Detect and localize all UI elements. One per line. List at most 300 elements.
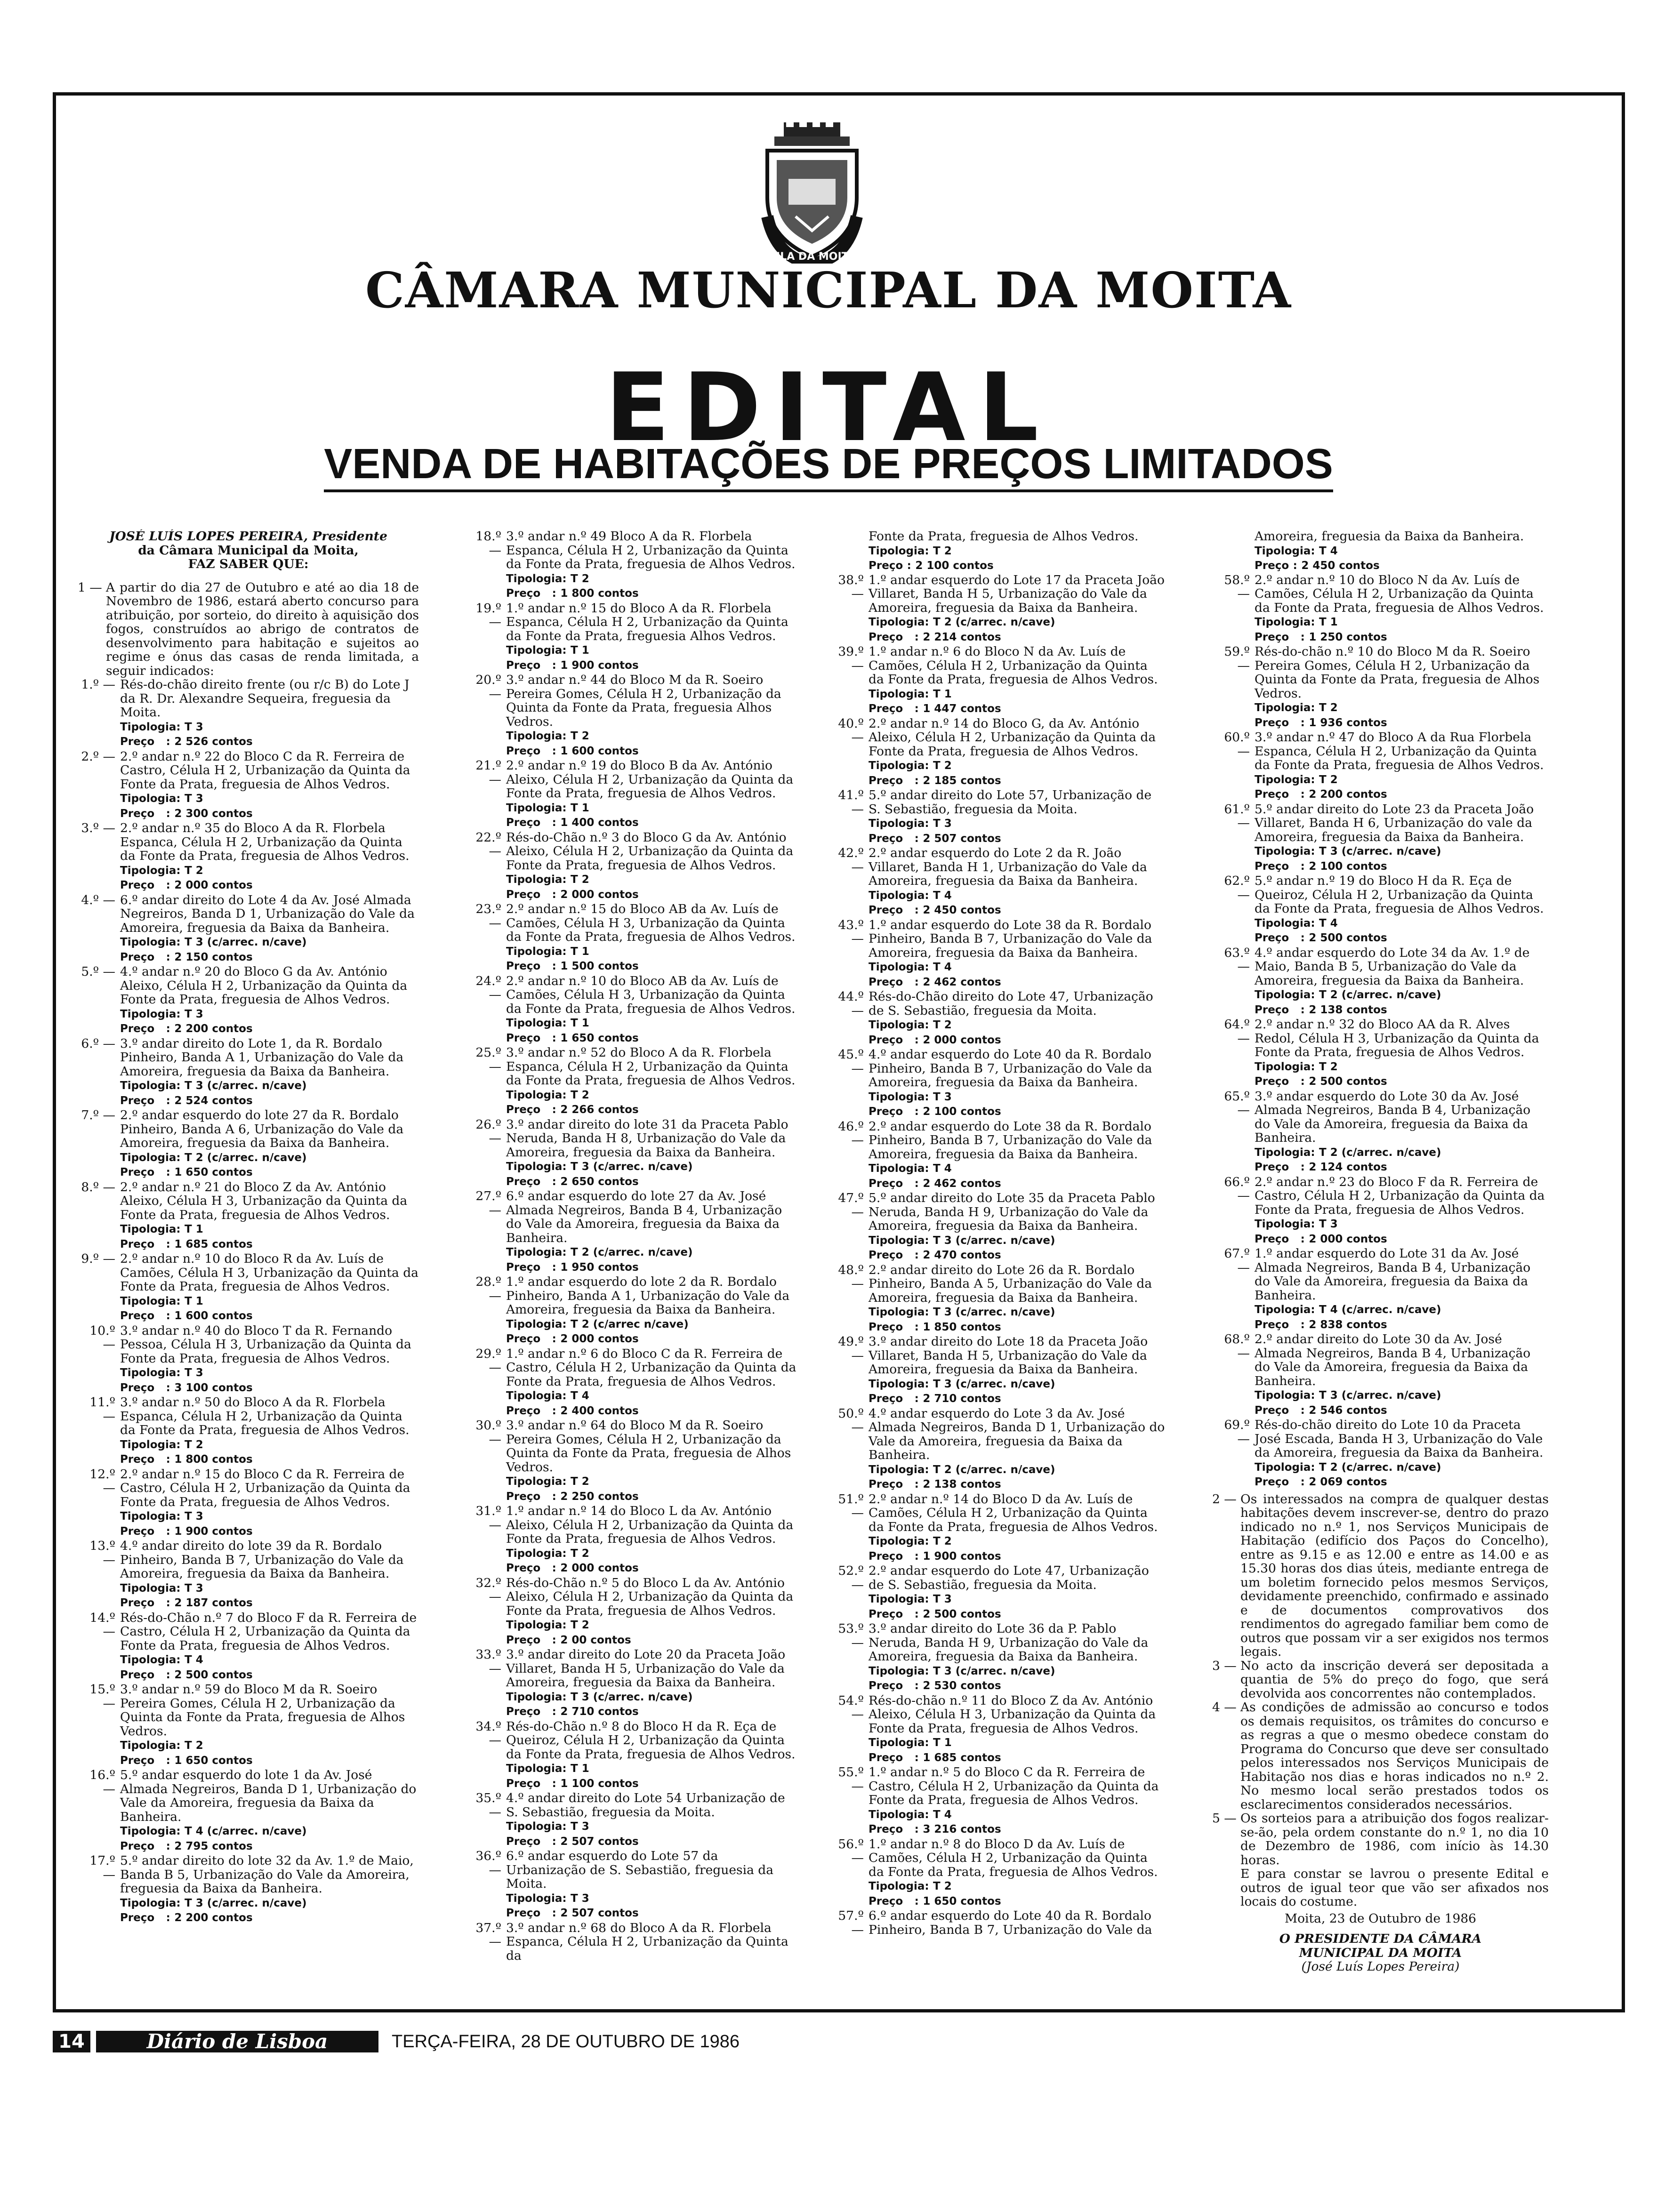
housing-entry: 19.º — 1.º andar n.º 15 do Bloco A da R. Florbela Espanca, Célula H 2, Urbanização da Quinta da Fonte da Prata, freguesia Alhos Vedros. Tipologia: T 1 Preço : 1 900 contos (464, 601, 798, 673)
entry-description: 5.º andar n.º 19 do Bloco H da R. Eça de Queiroz, Célula H 2, Urbanização da Quinta da Fonte da Prata, freguesia de Alhos Vedros. (1255, 874, 1544, 916)
entry-typology: T 4 (933, 1162, 952, 1175)
entry-price: 2 124 contos (1309, 1161, 1387, 1173)
entry-number: 35.º — (475, 1791, 501, 1819)
housing-entry: 49.º — 3.º andar direito do Lote 18 da Praceta João Villaret, Banda H 5, Urbanização do Vale da Amoreira, freguesia da Baixa da Banheira. Tipologia: T 3 (c/arrec. n/cave) Preço : 2 710 contos (826, 1335, 1165, 1406)
entry-typology: T 3 (c/arrec. n/cave) (571, 1161, 693, 1173)
entry-typology: T 3 (185, 1008, 203, 1020)
entry-typology: T 4 (933, 1808, 952, 1821)
entry-typology: T 3 (571, 1820, 589, 1833)
entry-description: Rés-do-chão n.º 11 do Bloco Z da Av. António Aleixo, Célula H 3, Urbanização da Quinta da Fonte da Prata, freguesia de Alhos Vedros. (869, 1693, 1156, 1736)
entry-typology: T 2 (571, 1619, 589, 1631)
housing-entry: 54.º — Rés-do-chão n.º 11 do Bloco Z da Av. António Aleixo, Célula H 3, Urbanização da Quinta da Fonte da Prata, freguesia de Alhos Vedros. Tipologia: T 1 Preço : 1 685 contos (826, 1694, 1165, 1765)
entry-number: 10.º — (89, 1323, 115, 1352)
entry-typology: T 1 (185, 1223, 203, 1235)
entry-number: 26.º — (475, 1117, 501, 1146)
entry-description: Rés-do-Chão n.º 3 do Bloco G da Av. António Aleixo, Célula H 2, Urbanização da Quinta da Fonte da Prata, freguesia de Alhos Vedros. (506, 830, 794, 873)
entry-price: 2 710 contos (560, 1706, 639, 1718)
entry-number: 20.º — (475, 673, 501, 701)
entry-number: 41.º — (838, 788, 864, 817)
entry-price: 2 000 contos (1309, 1233, 1387, 1245)
entry-typology: T 4 (c/arrec. n/cave) (1319, 1304, 1441, 1316)
entry-price: 2 300 contos (174, 807, 253, 820)
housing-entry: 58.º — 2.º andar n.º 10 do Bloco N da Av. Luís de Camões, Célula H 2, Urbanização da Quinta da Fonte da Prata, freguesia de Alhos Vedros. Tipologia: T 1 Preço : 1 250 contos (1212, 573, 1549, 645)
entry-description: 1.º andar esquerdo do Lote 38 da R. Bordalo Pinheiro, Banda B 7, Urbanização do Vale da Amoreira, freguesia da Baixa da Banheira. (869, 917, 1152, 960)
entry-typology: T 1 (571, 801, 589, 814)
intro-heading: JOSÉ LUÍS LOPES PEREIRA, Presidente da Câmara Municipal da Moita, FAZ SABER QUE: (109, 529, 387, 571)
entry-description: 2.º andar esquerdo do Lote 2 da R. João Villaret, Banda H 1, Urbanização do Vale da Amoreira, freguesia da Baixa da Banheira. (869, 846, 1147, 888)
entry-typology: T 1 (1319, 616, 1338, 628)
entry-price: 2 069 contos (1309, 1476, 1387, 1488)
entry-price: 2 000 contos (923, 1034, 1001, 1046)
entry-number: 24.º — (475, 973, 501, 1002)
numbered-paragraph: 2 — Os interessados na compra de qualquer destas habitações devem inscrever-se, dentro do prazo indicado no n.º 1, nos Serviços Municipais de Habitação (edifício dos Paços do Concelho), entre as 9.15 e as 12.00 e entre as 14.00 e as 15.30 horas dos dias úteis, mediante entrega de um boletim fornecido pelos mesmos Serviços, devidamente preenchido, confirmado e assinado e de documentos comprovativos dos rendimentos do agregado familiar bem como de outros que possam vir a ser exigidos nos termos legais. (1212, 1491, 1549, 1659)
entry-price: 1 900 contos (923, 1550, 1001, 1563)
entry-number: 33.º — (475, 1647, 501, 1676)
entry-typology: T 2 (571, 874, 589, 886)
entry-number: 60.º — (1224, 730, 1250, 759)
entry-description: 3.º andar direito do Lote 20 da Praceta João Villaret, Banda H 5, Urbanização do Vale da Amoreira, freguesia da Baixa da Banheira. (506, 1647, 786, 1690)
entry-number: 28.º — (475, 1274, 501, 1303)
housing-entry: 66.º — 2.º andar n.º 23 do Bloco F da R. Ferreira de Castro, Célula H 2, Urbanização da Quinta da Fonte da Prata, freguesia de Alhos Vedros. Tipologia: T 3 Preço : 2 000 contos (1212, 1175, 1549, 1247)
entry-description: 2.º andar n.º 32 do Bloco AA da R. Alves Redol, Célula H 3, Urbanização da Quinta da Fonte da Prata, freguesia de Alhos Vedros. (1255, 1017, 1539, 1059)
entry-typology: T 2 (c/arrec. n/cave) (1319, 1461, 1441, 1474)
housing-entry: 52.º — 2.º andar esquerdo do Lote 47, Urbanização de S. Sebastião, freguesia da Moita. Tipologia: T 3 Preço : 2 500 contos (826, 1564, 1165, 1621)
entry-number: 17.º — (89, 1853, 115, 1882)
entry-price: 2 838 contos (1309, 1318, 1387, 1331)
housing-entry: 68.º — 2.º andar direito do Lote 30 da Av. José Almada Negreiros, Banda B 4, Urbanização do Vale da Amoreira, freguesia da Baixa da Banheira. Tipologia: T 3 (c/arrec. n/cave) Preço : 2 546 contos (1212, 1332, 1549, 1418)
notice-subtitle: VENDA DE HABITAÇÕES DE PREÇOS LIMITADOS (0, 440, 1657, 489)
entry-number: 22.º — (475, 830, 501, 858)
entry-typology: T 2 (1319, 702, 1338, 714)
entry-price: 2 507 contos (560, 1835, 639, 1848)
housing-entry: 53.º — 3.º andar direito do Lote 36 da P. Pablo Neruda, Banda H 9, Urbanização do Vale da Amoreira, freguesia da Baixa da Banheira. Tipologia: T 3 (c/arrec. n/cave) Preço : 2 530 contos (826, 1622, 1165, 1693)
entry-description: 3.º andar n.º 50 do Bloco A da R. Florbela Espanca, Célula H 2, Urbanização da Quinta da Fonte da Prata, freguesia de Alhos Vedros. (120, 1395, 410, 1437)
entry-number: 66.º — (1224, 1174, 1250, 1203)
entry-number: 2.º — (81, 749, 115, 764)
entry-price: 1 600 contos (560, 745, 639, 757)
entry-typology: T 1 (571, 1017, 589, 1029)
entry-price: 1 650 contos (560, 1032, 639, 1044)
entry-number: 8.º — (81, 1179, 115, 1194)
entry-description: 2.º andar n.º 21 do Bloco Z da Av. António Aleixo, Célula H 3, Urbanização da Quinta da Fonte da Prata, freguesia de Alhos Vedros. (120, 1179, 408, 1222)
entry-description: 4.º andar esquerdo do Lote 40 da R. Bordalo Pinheiro, Banda B 7, Urbanização do Vale da Amoreira, freguesia da Baixa da Banheira. (869, 1047, 1152, 1090)
entry-description: 2.º andar n.º 10 do Bloco R da Av. Luís de Camões, Célula H 3, Urbanização da Quinta da Fonte da Prata, freguesia de Alhos Vedros. (120, 1251, 418, 1294)
entry-typology: T 1 (571, 945, 589, 958)
entry-typology: T 4 (1319, 917, 1338, 930)
entry-typology: T 2 (185, 864, 203, 877)
entry-price: 1 650 contos (923, 1895, 1001, 1907)
entry-description: 2.º andar n.º 15 do Bloco C da R. Ferreira de Castro, Célula H 2, Urbanização da Quinta da Fonte da Prata, freguesia de Alhos Vedros. (120, 1467, 410, 1509)
closing-paragraph: E para constar se lavrou o presente Edital e outros de igual teor que vão ser afixados nos locais do costume. (1240, 1867, 1549, 1909)
entry-description: 1.º andar esquerdo do lote 2 da R. Bordalo Pinheiro, Banda A 1, Urbanização do Vale da Amoreira, freguesia da Baixa da Banheira. (506, 1274, 790, 1317)
housing-entry: 24.º — 2.º andar n.º 10 do Bloco AB da Av. Luís de Camões, Célula H 3, Urbanização da Quinta da Fonte da Prata, freguesia de Alhos Vedros. Tipologia: T 1 Preço : 1 650 contos (464, 974, 798, 1046)
entry-price: 2 000 contos (560, 1562, 639, 1574)
entry-price: 2 470 contos (923, 1249, 1001, 1261)
entry-price: 2 462 contos (923, 976, 1001, 988)
housing-entry (464, 1921, 798, 1963)
entry-description: 3.º andar n.º 44 do Bloco M da R. Soeiro Pereira Gomes, Célula H 2, Urbanização da Quinta da Fonte da Prata, freguesia Alhos Vedros. (506, 673, 781, 729)
housing-entry: 13.º — 4.º andar direito do lote 39 da R. Bordalo Pinheiro, Banda B 7, Urbanização do Vale da Amoreira, freguesia da Baixa da Banheira. Tipologia: T 3 Preço : 2 187 contos (78, 1539, 419, 1611)
entry-description: 6.º andar esquerdo do Lote 40 da R. Bordalo Pinheiro, Banda B 7, Urbanização do Vale da (869, 1908, 1152, 1937)
entry-number: 54.º — (838, 1693, 864, 1722)
housing-entry: 31.º — 1.º andar n.º 14 do Bloco L da Av. António Aleixo, Célula H 2, Urbanização da Quinta da Fonte da Prata, freguesia de Alhos Vedros. Tipologia: T 2 Preço : 2 000 contos (464, 1504, 798, 1576)
entry-description: 6.º andar direito do Lote 4 da Av. José Almada Negreiros, Banda D 1, Urbanização do Vale da Amoreira, freguesia da Baixa da Banheira. (120, 892, 415, 935)
entry-typology: T 4 (571, 1390, 589, 1402)
entry-number: 16.º — (89, 1768, 115, 1796)
entry-description: Rés-do-Chão n.º 8 do Bloco H da R. Eça de Queiroz, Célula H 2, Urbanização da Quinta da Fonte da Prata, freguesia de Alhos Vedros. (506, 1719, 796, 1762)
entry-description: 3.º andar n.º 64 do Bloco M da R. Soeiro Pereira Gomes, Célula H 2, Urbanização da Quinta da Fonte da Prata, freguesia de Alhos Vedros. (506, 1418, 791, 1475)
entry-number: 1.º — (81, 677, 115, 692)
housing-entry: 3.º — 2.º andar n.º 35 do Bloco A da R. Florbela Espanca, Célula H 2, Urbanização da Quinta da Fonte da Prata, freguesia de Alhos Vedros. Tipologia: T 2 Preço : 2 000 contos (78, 821, 419, 893)
entry-description: 2.º andar n.º 15 do Bloco AB da Av. Luís de Camões, Célula H 3, Urbanização da Quinta da Fonte da Prata, freguesia de Alhos Vedros. (506, 902, 796, 944)
housing-entry: 41.º — 5.º andar direito do Lote 57, Urbanização de S. Sebastião, freguesia da Moita. Tipologia: T 3 Preço : 2 507 contos (826, 788, 1165, 846)
entry-number: 44.º — (838, 989, 864, 1018)
entry-price: 2 200 contos (174, 1023, 253, 1035)
entry-description: 2.º andar n.º 10 do Bloco N da Av. Luís de Camões, Célula H 2, Urbanização da Quinta da Fonte da Prata, freguesia de Alhos Vedros. (1255, 572, 1544, 615)
entry-number: 4.º — (81, 892, 115, 907)
entry-price: 2 000 contos (174, 879, 253, 891)
housing-entry: 63.º — 4.º andar esquerdo do Lote 34 da Av. 1.º de Maio, Banda B 5, Urbanização do Vale da Amoreira, freguesia da Baixa da Banheira. Tipologia: T 2 (c/arrec. n/cave) Preço : 2 138 contos (1212, 946, 1549, 1018)
entry-typology: T 3 (c/arrec. n/cave) (933, 1306, 1055, 1318)
housing-entry: 27.º — 6.º andar esquerdo do lote 27 da Av. José Almada Negreiros, Banda B 4, Urbanização do Vale da Amoreira, freguesia da Baixa da Banheira. Tipologia: T 2 (c/arrec. n/cave) Preço : 1 950 contos (464, 1189, 798, 1274)
housing-entry: 16.º — 5.º andar esquerdo do lote 1 da Av. José Almada Negreiros, Banda D 1, Urbanização do Vale da Amoreira, freguesia da Baixa da Banheira. Tipologia: T 4 (c/arrec. n/cave) Preço : 2 795 contos (78, 1768, 419, 1853)
entry-typology: T 3 (185, 1367, 203, 1379)
entry-number: 65.º — (1224, 1089, 1250, 1117)
entry-price: 1 500 contos (560, 960, 639, 972)
entry-typology: T 3 (c/arrec. n/cave) (933, 1665, 1055, 1677)
entry-description: 2.º andar n.º 35 do Bloco A da R. Florbela Espanca, Célula H 2, Urbanização da Quinta da Fonte da Prata, freguesia de Alhos Vedros. (120, 821, 410, 863)
entry-price: 2 250 contos (560, 1490, 639, 1503)
entry-price: 1 600 contos (174, 1310, 253, 1322)
entry-typology: T 2 (c/arrec. n/cave) (1319, 1146, 1441, 1159)
page-number: 14 (53, 2031, 90, 2052)
entry-description: 2.º andar n.º 10 do Bloco AB da Av. Luís de Camões, Célula H 3, Urbanização da Quinta da Fonte da Prata, freguesia de Alhos Vedros. (506, 973, 796, 1016)
entry-number: 37.º — (475, 1920, 501, 1949)
entry-price: 2 526 contos (174, 736, 253, 748)
entry-description: Rés-do-chão direito do Lote 10 da Praceta José Escada, Banda H 3, Urbanização do Vale da Amoreira, freguesia da Baixa da Banheira. (1255, 1418, 1544, 1460)
housing-entry: 45.º — 4.º andar esquerdo do Lote 40 da R. Bordalo Pinheiro, Banda B 7, Urbanização do Vale da Amoreira, freguesia da Baixa da Banheira. Tipologia: T 3 Preço : 2 100 contos (826, 1048, 1165, 1119)
housing-entry: 64.º — 2.º andar n.º 32 do Bloco AA da R. Alves Redol, Célula H 3, Urbanização da Quinta da Fonte da Prata, freguesia de Alhos Vedros. Tipologia: T 2 Preço : 2 500 contos (1212, 1018, 1549, 1089)
housing-entry: 2.º — 2.º andar n.º 22 do Bloco C da R. Ferreira de Castro, Célula H 2, Urbanização da Quinta da Fonte da Prata, freguesia de Alhos Vedros. Tipologia: T 3 Preço : 2 300 contos (78, 750, 419, 821)
entry-typology: T 4 (933, 961, 952, 973)
entry-number: 58.º — (1224, 572, 1250, 601)
entry-price: 2 400 contos (560, 1404, 639, 1417)
entry-description: 4.º andar esquerdo do Lote 3 da Av. José Almada Negreiros, Banda D 1, Urbanização do Vale da Amoreira, freguesia da Baixa da Banheira. (869, 1406, 1165, 1462)
entry-typology: T 2 (933, 1880, 952, 1892)
housing-entry: 30.º — 3.º andar n.º 64 do Bloco M da R. Soeiro Pereira Gomes, Célula H 2, Urbanização da Quinta da Fonte da Prata, freguesia de Alhos Vedros. Tipologia: T 2 Preço : 2 250 contos (464, 1419, 798, 1504)
entry-typology: T 2 (c/arrec. n/cave) (933, 1463, 1055, 1476)
entry-typology: T 3 (c/arrec. n/cave) (933, 1234, 1055, 1247)
numbered-paragraph: 5 — Os sorteios para a atribuição dos fogos realizar-se-ão, pela ordem constante do n.º 1, no dia 10 de Dezembro de 1986, com início às 14.30 horas. (1212, 1811, 1549, 1867)
entry-description: 2.º andar esquerdo do Lote 47, Urbanização de S. Sebastião, freguesia da Moita. (869, 1563, 1149, 1592)
entry-price: 2 450 contos (923, 904, 1001, 916)
entry-number: 19.º — (475, 601, 501, 629)
housing-entry: 36.º — 6.º andar esquerdo do Lote 57 da Urbanização de S. Sebastião, freguesia da Moita. Tipologia: T 3 Preço : 2 507 contos (464, 1849, 798, 1921)
housing-entry: 61.º — 5.º andar direito do Lote 23 da Praceta João Villaret, Banda H 6, Urbanização do vale da Amoreira, freguesia da Baixa da Banheira. Tipologia: T 3 (c/arrec. n/cave) Preço : 2 100 contos (1212, 802, 1549, 874)
entry-typology: T 2 (1319, 1060, 1338, 1073)
housing-list-1 (78, 678, 419, 1925)
housing-entry: 39.º — 1.º andar n.º 6 do Bloco N da Av. Luís de Camões, Célula H 2, Urbanização da Quinta da Fonte da Prata, freguesia de Alhos Vedros. Tipologia: T 1 Preço : 1 447 contos (826, 645, 1165, 716)
entry-number: 57.º — (838, 1908, 864, 1937)
entry-price: 2 500 contos (174, 1668, 253, 1681)
edital-title: EDITAL (605, 353, 1052, 463)
entry-number: 52.º — (838, 1563, 864, 1592)
numbered-paragraph: 4 — As condições de admissão ao concurso e todos os demais requisitos, os trâmites do concurso e as regras a que o mesmo obedece constam do Programa do Concurso que deve ser consultado pelos interessados nos Serviços Municipais de Habitação nos dias e horas indicados no n.º 2. No mesmo local serão prestados todos os esclarecimentos considerados necessários. (1212, 1700, 1549, 1812)
entry-price: 2 000 contos (560, 1333, 639, 1345)
entry-number: 67.º — (1224, 1246, 1250, 1275)
entry-description: 3.º andar direito do Lote 1, da R. Bordalo Pinheiro, Banda A 1, Urbanização do Vale da Amoreira, freguesia da Baixa da Banheira. (120, 1036, 404, 1079)
entry-number: 25.º — (475, 1045, 501, 1074)
entry-number: 48.º — (838, 1262, 864, 1291)
entry-typology: T 2 (571, 1547, 589, 1560)
entry-typology: T 3 (c/arrec. n/cave) (933, 1378, 1055, 1390)
entry-description: 1.º andar n.º 6 do Bloco N da Av. Luís de Camões, Célula H 2, Urbanização da Quinta da Fonte da Prata, freguesia de Alhos Vedros. (869, 644, 1158, 687)
entry-number: 5.º — (81, 964, 115, 979)
numbered-paragraph: 3 — No acto da inscrição deverá ser depositada a quantia de 5% do preço do fogo, que será devolvida aos concorrentes não contemplados. (1212, 1658, 1549, 1701)
entry-description: 5.º andar direito do lote 32 da Av. 1.º de Maio, Banda B 5, Urbanização do Vale da Amoreira, freguesia da Baixa da Banheira. (120, 1853, 414, 1896)
entry-description: 2.º andar n.º 19 do Bloco B da Av. António Aleixo, Célula H 2, Urbanização da Quinta da Fonte da Prata, freguesia de Alhos Vedros. (506, 758, 794, 801)
closing-date: Moita, 23 de Outubro de 1986 (1284, 1911, 1477, 1926)
housing-entry: 10.º — 3.º andar n.º 40 do Bloco T da R. Fernando Pessoa, Célula H 3, Urbanização da Quinta da Fonte da Prata, freguesia de Alhos Vedros. Tipologia: T 3 Preço : 3 100 contos (78, 1324, 419, 1395)
entry-number: 29.º — (475, 1346, 501, 1375)
housing-entry: 5.º — 4.º andar n.º 20 do Bloco G da Av. António Aleixo, Célula H 2, Urbanização da Quinta da Fonte da Prata, freguesia de Alhos Vedros. Tipologia: T 3 Preço : 2 200 contos (78, 965, 419, 1036)
housing-entry: 32.º — Rés-do-Chão n.º 5 do Bloco L da Av. António Aleixo, Célula H 2, Urbanização da Quinta da Fonte da Prata, freguesia de Alhos Vedros. Tipologia: T 2 Preço : 2 00 contos (464, 1576, 798, 1648)
entry-typology: T 3 (c/arrec. n/cave) (185, 936, 307, 948)
housing-list-4 (1212, 573, 1549, 1490)
housing-entry: 69.º — Rés-do-chão direito do Lote 10 da Praceta José Escada, Banda H 3, Urbanização do Vale da Amoreira, freguesia da Baixa da Banheira. Tipologia: T 2 (c/arrec. n/cave) Preço : 2 069 contos (1212, 1418, 1549, 1490)
entry-price: 2 00 contos (560, 1634, 631, 1646)
entry-number: 55.º — (838, 1765, 864, 1794)
entry-price: 2 650 contos (560, 1175, 639, 1188)
housing-entry: 47.º — 5.º andar direito do Lote 35 da Praceta Pablo Neruda, Banda H 9, Urbanização do Vale da Amoreira, freguesia da Baixa da Banheira. Tipologia: T 3 (c/arrec. n/cave) Preço : 2 470 contos (826, 1191, 1165, 1263)
entry-number: 45.º — (838, 1047, 864, 1076)
entry-description: Rés-do-Chão direito do Lote 47, Urbanização de S. Sebastião, freguesia da Moita. (869, 989, 1153, 1018)
entry-number: 42.º — (838, 846, 864, 874)
entry-description: 2.º andar n.º 22 do Bloco C da R. Ferreira de Castro, Célula H 2, Urbanização da Quinta da Fonte da Prata, freguesia de Alhos Vedros. (120, 749, 410, 792)
entry-price: 2 138 contos (923, 1478, 1001, 1491)
housing-entry: 1.º — Rés-do-chão direito frente (ou r/c B) do Lote J da R. Dr. Alexandre Sequeira, freguesia da Moita. Tipologia: T 3 Preço : 2 526 contos (78, 678, 419, 749)
entry-number: 15.º — (89, 1682, 115, 1711)
entry-number: 53.º — (838, 1621, 864, 1650)
housing-entry: 11.º — 3.º andar n.º 50 do Bloco A da R. Florbela Espanca, Célula H 2, Urbanização da Quinta da Fonte da Prata, freguesia de Alhos Vedros. Tipologia: T 2 Preço : 1 800 contos (78, 1395, 419, 1467)
entry-number: 69.º — (1224, 1418, 1250, 1446)
entry-description: 3.º andar n.º 52 do Bloco A da R. Florbela Espanca, Célula H 2, Urbanização da Quinta da Fonte da Prata, freguesia de Alhos Vedros. (506, 1045, 796, 1088)
entry-price: 2 138 contos (1309, 1003, 1387, 1016)
entry-typology: T 2 (1319, 773, 1338, 786)
housing-list-3 (826, 573, 1165, 1937)
entry-description: 6.º andar esquerdo do Lote 57 da Urbanização de S. Sebastião, freguesia da Moita. (506, 1849, 774, 1891)
entry-number: 43.º — (838, 917, 864, 946)
entry-typology: T 4 (933, 889, 952, 902)
entry-number: 14.º — (89, 1610, 115, 1639)
continuation-entry: Amoreira, freguesia da Baixa da Banheira. Tipologia: T 4 Preço : 2 450 contos (1255, 529, 1524, 572)
housing-entry: 15.º — 3.º andar n.º 59 do Bloco M da R. Soeiro Pereira Gomes, Célula H 2, Urbanização da Quinta da Fonte da Prata, freguesia de Alhos Vedros. Tipologia: T 2 Preço : 1 650 contos (78, 1683, 419, 1768)
entry-description: Rés-do-Chão n.º 5 do Bloco L da Av. António Aleixo, Célula H 2, Urbanização da Quinta da Fonte da Prata, freguesia de Alhos Vedros. (506, 1575, 794, 1618)
housing-entry: 14.º — Rés-do-Chão n.º 7 do Bloco F da R. Ferreira de Castro, Célula H 2, Urbanização da Quinta da Fonte da Prata, freguesia de Alhos Vedros. Tipologia: T 4 Preço : 2 500 contos (78, 1611, 419, 1683)
signature-block: O PRESIDENTE DA CÂMARA MUNICIPAL DA MOITA (José Luís Lopes Pereira) (1279, 1931, 1482, 1974)
entry-price: 1 850 contos (923, 1321, 1001, 1333)
housing-entry: 62.º — 5.º andar n.º 19 do Bloco H da R. Eça de Queiroz, Célula H 2, Urbanização da Quinta da Fonte da Prata, freguesia de Alhos Vedros. Tipologia: T 4 Preço : 2 500 contos (1212, 874, 1549, 946)
housing-entry: 59.º — Rés-do-chão n.º 10 do Bloco M da R. Soeiro Pereira Gomes, Célula H 2, Urbanização da Quinta da Fonte da Prata, freguesia de Alhos Vedros. Tipologia: T 2 Preço : 1 936 contos (1212, 645, 1549, 730)
entry-price: 2 200 contos (1309, 788, 1387, 801)
entry-price: 2 500 contos (923, 1608, 1001, 1620)
entry-description: 3.º andar n.º 68 do Bloco A da R. Florbela Espanca, Célula H 2, Urbanização da Quinta da (506, 1920, 788, 1963)
entry-description: 3.º andar n.º 40 do Bloco T da R. Fernando Pessoa, Célula H 3, Urbanização da Quinta da Fonte da Prata, freguesia de Alhos Vedros. (120, 1323, 411, 1366)
entry-description: 4.º andar n.º 20 do Bloco G da Av. António Aleixo, Célula H 2, Urbanização da Quinta da Fonte da Prata, freguesia de Alhos Vedros. (120, 964, 408, 1007)
entry-price: 1 936 contos (1309, 716, 1387, 729)
entry-price: 2 546 contos (1309, 1404, 1387, 1417)
entry-price: 1 900 contos (174, 1525, 253, 1538)
entry-typology: T 3 (c/arrec. n/cave) (185, 1897, 307, 1909)
entry-description: 5.º andar esquerdo do lote 1 da Av. José Almada Negreiros, Banda D 1, Urbanização do Vale da Amoreira, freguesia da Baixa da Banheira. (120, 1768, 417, 1824)
entry-price: 2 795 contos (174, 1840, 253, 1852)
housing-entry: 29.º — 1.º andar n.º 6 do Bloco C da R. Ferreira de Castro, Célula H 2, Urbanização da Quinta da Fonte da Prata, freguesia de Alhos Vedros. Tipologia: T 4 Preço : 2 400 contos (464, 1347, 798, 1419)
entry-description: 2.º andar direito do Lote 26 da R. Bordalo Pinheiro, Banda A 5, Urbanização do Vale da Amoreira, freguesia da Baixa da Banheira. (869, 1262, 1152, 1305)
entry-price: 2 266 contos (560, 1104, 639, 1116)
housing-entry: 12.º — 2.º andar n.º 15 do Bloco C da R. Ferreira de Castro, Célula H 2, Urbanização da Quinta da Fonte da Prata, freguesia de Alhos Vedros. Tipologia: T 3 Preço : 1 900 contos (78, 1467, 419, 1539)
housing-list-2 (464, 529, 798, 1963)
entry-typology: T 3 (933, 1090, 952, 1103)
entry-number: 31.º — (475, 1504, 501, 1532)
housing-entry: 28.º — 1.º andar esquerdo do lote 2 da R. Bordalo Pinheiro, Banda A 1, Urbanização do Vale da Amoreira, freguesia da Baixa da Banheira. Tipologia: T 2 (c/arrec n/cave) Preço : 2 000 contos (464, 1275, 798, 1346)
housing-entry: 4.º — 6.º andar direito do Lote 4 da Av. José Almada Negreiros, Banda D 1, Urbanização do Vale da Amoreira, freguesia da Baixa da Banheira. Tipologia: T 3 (c/arrec. n/cave) Preço : 2 150 contos (78, 893, 419, 965)
entry-number: 23.º — (475, 902, 501, 930)
entry-price: 2 200 contos (174, 1912, 253, 1924)
svg-text:VILA DA MOITA: VILA DA MOITA (768, 251, 856, 263)
entry-description: 1.º andar n.º 15 do Bloco A da R. Florbela Espanca, Célula H 2, Urbanização da Quinta da Fonte da Prata, freguesia Alhos Vedros. (506, 601, 788, 643)
entry-number: 47.º — (838, 1191, 864, 1219)
entry-description: 5.º andar direito do Lote 35 da Praceta Pablo Neruda, Banda H 9, Urbanização do Vale da Amoreira, freguesia da Baixa da Banheira. (869, 1191, 1155, 1233)
entry-number: 61.º — (1224, 801, 1250, 830)
entry-number: 9.º — (81, 1251, 115, 1266)
entry-number: 64.º — (1224, 1017, 1250, 1046)
housing-entry: 34.º — Rés-do-Chão n.º 8 do Bloco H da R. Eça de Queiroz, Célula H 2, Urbanização da Quinta da Fonte da Prata, freguesia de Alhos Vedros. Tipologia: T 1 Preço : 1 100 contos (464, 1720, 798, 1791)
entry-description: 2.º andar direito do Lote 30 da Av. José Almada Negreiros, Banda B 4, Urbanização do Vale da Amoreira, freguesia da Baixa da Banheira. (1255, 1332, 1531, 1388)
paragraph-1: 1 — A partir do dia 27 de Outubro e até ao dia 18 de Novembro de 1986, estará aberto concurso para atribuição, por sorteio, do direito à aquisição dos fogos, construídos ao abrigo de contratos de desenvolvimento para habitação e sujeitos ao regime e ónus das casas de renda limitada, a seguir indicados: (78, 580, 419, 678)
housing-entry: 23.º — 2.º andar n.º 15 do Bloco AB da Av. Luís de Camões, Célula H 3, Urbanização da Quinta da Fonte da Prata, freguesia de Alhos Vedros. Tipologia: T 1 Preço : 1 500 contos (464, 902, 798, 974)
entry-number: 13.º — (89, 1539, 115, 1567)
entry-description: 6.º andar esquerdo do lote 27 da Av. José Almada Negreiros, Banda B 4, Urbanização do Vale da Amoreira, freguesia da Baixa da Banheira. (506, 1189, 782, 1245)
newspaper-masthead: Diário de Lisboa (96, 2031, 378, 2052)
entry-number: 6.º — (81, 1036, 115, 1051)
entry-description: 1.º andar n.º 6 do Bloco C da R. Ferreira de Castro, Célula H 2, Urbanização da Quinta da Fonte da Prata, freguesia de Alhos Vedros. (506, 1346, 796, 1389)
entry-description: 3.º andar n.º 49 Bloco A da R. Florbela Espanca, Célula H 2, Urbanização da Quinta da Fonte da Prata, freguesia de Alhos Vedros. (506, 529, 796, 571)
housing-entry: 35.º — 4.º andar direito do Lote 54 Urbanização de S. Sebastião, freguesia da Moita. Tipologia: T 3 Preço : 2 507 contos (464, 1791, 798, 1849)
entry-number: 56.º — (838, 1836, 864, 1865)
entry-price: 1 100 contos (560, 1777, 639, 1790)
entry-number: 21.º — (475, 758, 501, 787)
entry-description: 5.º andar direito do Lote 23 da Praceta João Villaret, Banda H 6, Urbanização do vale da Amoreira, freguesia da Baixa da Banheira. (1255, 801, 1534, 844)
entry-price: 2 507 contos (923, 832, 1001, 845)
entry-price: 2 507 contos (560, 1907, 639, 1919)
entry-typology: T 2 (933, 760, 952, 772)
entry-number: 34.º — (475, 1719, 501, 1747)
housing-entry: 42.º — 2.º andar esquerdo do Lote 2 da R. João Villaret, Banda H 1, Urbanização do Vale da Amoreira, freguesia da Baixa da Banheira. Tipologia: T 4 Preço : 2 450 contos (826, 846, 1165, 918)
housing-entry: 21.º — 2.º andar n.º 19 do Bloco B da Av. António Aleixo, Célula H 2, Urbanização da Quinta da Fonte da Prata, freguesia de Alhos Vedros. Tipologia: T 1 Preço : 1 400 contos (464, 759, 798, 830)
entry-description: 4.º andar esquerdo do Lote 34 da Av. 1.º de Maio, Banda B 5, Urbanização do Vale da Amoreira, freguesia da Baixa da Banheira. (1255, 945, 1530, 988)
entry-price: 3 216 contos (923, 1823, 1001, 1835)
entry-price: 2 214 contos (923, 631, 1001, 643)
housing-entry: 56.º — 1.º andar n.º 8 do Bloco D da Av. Luís de Camões, Célula H 2, Urbanização da Quinta da Fonte da Prata, freguesia de Alhos Vedros. Tipologia: T 2 Preço : 1 650 contos (826, 1837, 1165, 1909)
entry-price: 1 800 contos (174, 1453, 253, 1466)
column-2 (464, 529, 798, 1986)
entry-description: Rés-do-chão direito frente (ou r/c B) do Lote J da R. Dr. Alexandre Sequeira, freguesia da Moita. (120, 677, 410, 720)
entry-description: 4.º andar direito do lote 39 da R. Bordalo Pinheiro, Banda B 7, Urbanização do Vale da Amoreira, freguesia da Baixa da Banheira. (120, 1539, 404, 1581)
entry-typology: T 2 (571, 1475, 589, 1488)
housing-entry (826, 1909, 1165, 1937)
entry-description: 1.º andar n.º 8 do Bloco D da Av. Luís de Camões, Célula H 2, Urbanização da Quinta da Fonte da Prata, freguesia de Alhos Vedros. (869, 1836, 1158, 1879)
entry-typology: T 2 (185, 1739, 203, 1752)
housing-entry: 9.º — 2.º andar n.º 10 do Bloco R da Av. Luís de Camões, Célula H 3, Urbanização da Quinta da Fonte da Prata, freguesia de Alhos Vedros. Tipologia: T 1 Preço : 1 600 contos (78, 1252, 419, 1323)
entry-typology: T 2 (571, 730, 589, 742)
entry-number: 39.º — (838, 644, 864, 673)
housing-entry: 20.º — 3.º andar n.º 44 do Bloco M da R. Soeiro Pereira Gomes, Célula H 2, Urbanização da Quinta da Fonte da Prata, freguesia Alhos Vedros. Tipologia: T 2 Preço : 1 600 contos (464, 673, 798, 758)
entry-number: 27.º — (475, 1189, 501, 1218)
entry-number: 32.º — (475, 1575, 501, 1604)
housing-entry: 51.º — 2.º andar n.º 14 do Bloco D da Av. Luís de Camões, Célula H 2, Urbanização da Quinta da Fonte da Prata, freguesia de Alhos Vedros. Tipologia: T 2 Preço : 1 900 contos (826, 1492, 1165, 1564)
entry-typology: T 3 (c/arrec. n/cave) (1319, 1389, 1441, 1402)
entry-number: 30.º — (475, 1418, 501, 1447)
entry-typology: T 2 (c/arrec. n/cave) (933, 616, 1055, 628)
entry-description: Rés-do-Chão n.º 7 do Bloco F da R. Ferreira de Castro, Célula H 2, Urbanização da Quinta da Fonte da Prata, freguesia de Alhos Vedros. (120, 1610, 417, 1653)
entry-typology: T 1 (185, 1295, 203, 1307)
housing-entry: 48.º — 2.º andar direito do Lote 26 da R. Bordalo Pinheiro, Banda A 5, Urbanização do Vale da Amoreira, freguesia da Baixa da Banheira. Tipologia: T 3 (c/arrec. n/cave) Preço : 1 850 contos (826, 1263, 1165, 1335)
entry-description: 2.º andar esquerdo do Lote 38 da R. Bordalo Pinheiro, Banda B 7, Urbanização do Vale da Amoreira, freguesia da Baixa da Banheira. (869, 1119, 1152, 1162)
housing-entry: 65.º — 3.º andar esquerdo do Lote 30 da Av. José Almada Negreiros, Banda B 4, Urbanização do Vale da Amoreira, freguesia da Baixa da Banheira. Tipologia: T 2 (c/arrec. n/cave) Preço : 2 124 contos (1212, 1090, 1549, 1175)
housing-entry: 26.º — 3.º andar direito do lote 31 da Praceta Pablo Neruda, Banda H 8, Urbanização do Vale da Amoreira, freguesia da Baixa da Banheira. Tipologia: T 3 (c/arrec. n/cave) Preço : 2 650 contos (464, 1118, 798, 1189)
footer-date: TERÇA-FEIRA, 28 DE OUTUBRO DE 1986 (392, 2032, 740, 2052)
entry-price: 2 100 contos (923, 1106, 1001, 1118)
entry-typology: T 2 (c/arrec n/cave) (571, 1318, 689, 1330)
entry-price: 1 400 contos (560, 817, 639, 829)
entry-price: 1 250 contos (1309, 631, 1387, 643)
entry-typology: T 4 (c/arrec. n/cave) (185, 1825, 307, 1837)
entry-price: 1 950 contos (560, 1261, 639, 1274)
entry-description: 3.º andar esquerdo do Lote 30 da Av. José Almada Negreiros, Banda B 4, Urbanização do Vale da Amoreira, freguesia da Baixa da Banheira. (1255, 1089, 1531, 1145)
entry-description: 3.º andar direito do lote 31 da Praceta Pablo Neruda, Banda H 8, Urbanização do Vale da Amoreira, freguesia da Baixa da Banheira. (506, 1117, 788, 1160)
entry-typology: T 3 (933, 817, 952, 830)
entry-price: 2 462 contos (923, 1177, 1001, 1190)
column-3 (826, 529, 1165, 1986)
entry-typology: T 2 (c/arrec. n/cave) (571, 1246, 693, 1258)
column-4 (1212, 529, 1549, 1986)
housing-entry: 50.º — 4.º andar esquerdo do Lote 3 da Av. José Almada Negreiros, Banda D 1, Urbanização do Vale da Amoreira, freguesia da Baixa da Banheira. Tipologia: T 2 (c/arrec. n/cave) Preço : 2 138 contos (826, 1407, 1165, 1492)
entry-price: 2 000 contos (560, 888, 639, 901)
entry-number: 12.º — (89, 1467, 115, 1495)
entry-typology: T 3 (185, 1582, 203, 1595)
entry-typology: T 1 (933, 688, 952, 700)
entry-price: 2 500 contos (1309, 1075, 1387, 1088)
entry-price: 1 447 contos (923, 703, 1001, 715)
entry-price: 2 185 contos (923, 774, 1001, 787)
entry-price: 2 524 contos (174, 1094, 253, 1107)
entry-price: 3 100 contos (174, 1381, 253, 1394)
notice-paragraphs (1212, 1492, 1549, 1867)
housing-entry: 43.º — 1.º andar esquerdo do Lote 38 da R. Bordalo Pinheiro, Banda B 7, Urbanização do Vale da Amoreira, freguesia da Baixa da Banheira. Tipologia: T 4 Preço : 2 462 contos (826, 918, 1165, 990)
housing-entry: 55.º — 1.º andar n.º 5 do Bloco C da R. Ferreira de Castro, Célula H 2, Urbanização da Quinta da Fonte da Prata, freguesia de Alhos Vedros. Tipologia: T 4 Preço : 3 216 contos (826, 1765, 1165, 1837)
entry-description: 2.º andar n.º 14 do Bloco G, da Av. António Aleixo, Célula H 2, Urbanização da Quinta da Fonte da Prata, freguesia de Alhos Vedros. (869, 716, 1156, 759)
entry-number: 36.º — (475, 1849, 501, 1877)
entry-typology: T 3 (185, 793, 203, 805)
housing-entry: 22.º — Rés-do-Chão n.º 3 do Bloco G da Av. António Aleixo, Célula H 2, Urbanização da Quinta da Fonte da Prata, freguesia de Alhos Vedros. Tipologia: T 2 Preço : 2 000 contos (464, 831, 798, 902)
housing-entry: 6.º — 3.º andar direito do Lote 1, da R. Bordalo Pinheiro, Banda A 1, Urbanização do Vale da Amoreira, freguesia da Baixa da Banheira. Tipologia: T 3 (c/arrec. n/cave) Preço : 2 524 contos (78, 1037, 419, 1108)
entry-description: 2.º andar n.º 14 do Bloco D da Av. Luís de Camões, Célula H 2, Urbanização da Quinta da Fonte da Prata, freguesia de Alhos Vedros. (869, 1491, 1158, 1534)
housing-entry: 17.º — 5.º andar direito do lote 32 da Av. 1.º de Maio, Banda B 5, Urbanização do Vale da Amoreira, freguesia da Baixa da Banheira. Tipologia: T 3 (c/arrec. n/cave) Preço : 2 200 contos (78, 1854, 419, 1925)
entry-number: 18.º — (475, 529, 501, 558)
entry-typology: T 3 (185, 721, 203, 733)
entry-description: 1.º andar esquerdo do Lote 17 da Praceta João Villaret, Banda H 5, Urbanização do Vale da Amoreira, freguesia da Baixa da Banheira. (869, 572, 1165, 615)
entry-number: 38.º — (838, 572, 864, 601)
